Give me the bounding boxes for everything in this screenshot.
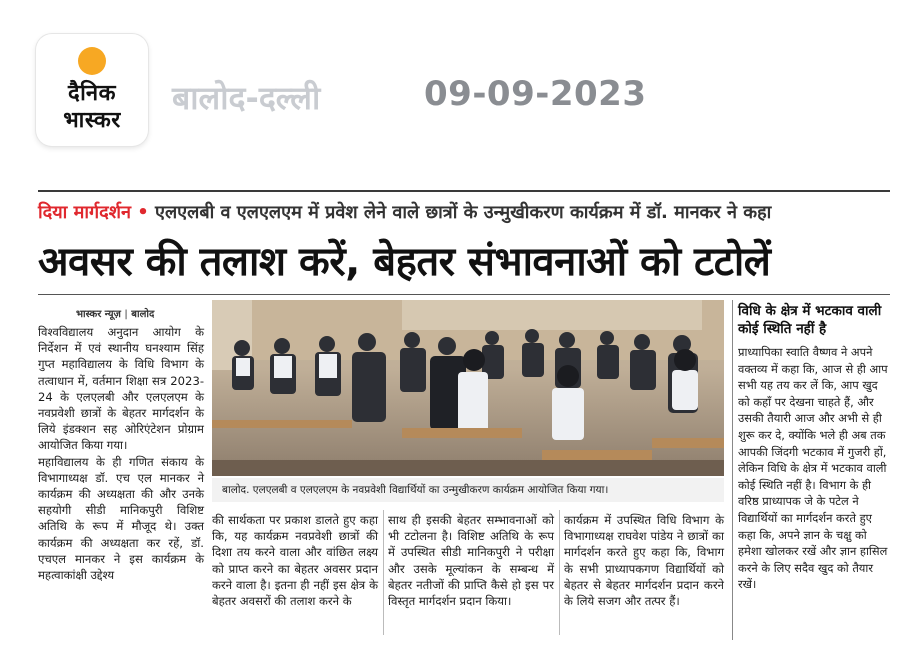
column-1-para-2: महाविद्यालय के ही गणित संकाय के विभागाध्यक्ष डॉ. एच एल मानकर ने कार्यक्रम की अध्यक्षता की और उनके सहयोगी सीडी मानिकपुरी विशिष्ट अतिथि के रूप में मौजूद थे। उक्त कार्यक्रम की अध्यक्षता कर रहें, डॉ. एचएल मानकर ने इस कार्यक्रम के महत्वाकांक्षी उद्देश्य <box>38 454 204 583</box>
kicker-tag: दिया मार्गदर्शन <box>38 202 131 223</box>
headline-rule <box>38 294 890 295</box>
sidebar-heading: विधि के क्षेत्र में भटकाव वाली कोई स्थिति नहीं है <box>738 303 882 337</box>
headline: अवसर की तलाश करें, बेहतर संभावनाओं को टटोलें <box>38 239 771 285</box>
column-4: कार्यक्रम में उपस्थित विधि विभाग के विभागाध्यक्ष राघवेश पांडेय ने छात्रों का मार्गदर्शन करते हुए कहा कि, विभाग के सभी प्राध्यापकगण विद्यार्थियों को बेहतर से बेहतर मार्गदर्शन प्रदान करने के लिये सजग और तत्पर हैं। <box>564 513 724 609</box>
classroom-photo-illustration <box>212 300 724 476</box>
column-2: की सार्थकता पर प्रकाश डालते हुए कहा कि, यह कार्यक्रम नवप्रवेशी छात्रों की दिशा तय करने वाला और वांछित लक्ष्य को प्राप्त करने का बेहतर अवसर प्रदान करने वाला है। इतना ही नहीं इस क्षेत्र के बेहतर अवसरों की तलाश करने के <box>212 513 378 609</box>
byline <box>76 306 154 320</box>
article-photo <box>212 300 724 476</box>
column-3: साथ ही इसकी बेहतर सम्भावनाओं को भी टटोलना है। विशिष्ट अतिथि के रूप में उपस्थित सीडी मानिकपुरी ने परीक्षा और उसके मूल्यांकन के सम्बन्ध में बेहतर नतीजों की प्राप्ति कैसे हो इस पर विस्तृत मार्गदर्शन प्रदान किया। <box>388 513 554 609</box>
dainik-bhaskar-logo <box>36 34 148 146</box>
logo-text-line1: दैनिक <box>68 81 116 106</box>
column-1-para-1: विश्वविद्यालय अनुदान आयोग के निर्देशन में एवं स्थानीय घनश्याम सिंह गुप्त महाविद्यालय के विधि विभाग के तत्वाधान में, वर्तमान शिक्षा सत्र 2023-24 के एलएलबी और एलएलएम के नवप्रवेशी छात्रों के बेहतर मार्गदर्शन के लिये इंडक्शन सह ओरिएंटेशन प्रोग्राम आयोजित किया गया। <box>38 325 204 453</box>
kicker-bullet: • <box>137 202 149 223</box>
edition-date: 09-09-2023 <box>424 74 647 114</box>
news-clipping <box>38 190 890 640</box>
byline-separator: | <box>124 309 128 320</box>
photo-caption: बालोद. एलएलबी व एलएलएम के नवप्रवेशी विद्यार्थियों का उन्मुखीकरण कार्यक्रम आयोजित किया गया। <box>212 478 724 502</box>
column-divider-2 <box>383 510 384 635</box>
edition-name: बालोद-दल्ली <box>172 79 321 117</box>
column-divider-3 <box>559 510 560 635</box>
sidebar-divider <box>732 300 733 640</box>
top-rule <box>38 190 890 192</box>
logo-text-line2: भास्कर <box>63 108 121 133</box>
column-1 <box>38 324 204 583</box>
sidebar-body: प्राध्यापिका स्वाति वैष्णव ने अपने वक्तव्य में कहा कि, आज से ही आप सभी यह तय कर लें कि, आप खुद को कहाँ पर देखना चाहते हैं, और उसकी तैयारी आज और अभी से ही शुरू कर दे, क्योंकि भले ही अब तक आपकी जिंदगी भटकाव में गुजरी हों, लेकिन विधि के क्षेत्र में भटकाव वाली कोई स्थिति नहीं है। विभाग के ही वरिष्ठ प्राध्यापक जे के पटेल ने विद्यार्थियों का मार्गदर्शन करते हुए कहा कि, अपने ज्ञान के चक्षु को हमेशा खोलकर रखें और ज्ञान हासिल करने के लिए सदैव खुद को तैयार रखें। <box>738 345 888 592</box>
kicker <box>38 200 771 224</box>
kicker-text: एलएलबी व एलएलएम में प्रवेश लेने वाले छात्रों के उन्मुखीकरण कार्यक्रम में डॉ. मानकर ने कहा <box>155 202 772 223</box>
logo-sun-icon <box>78 47 106 75</box>
byline-place: बालोद <box>131 309 155 320</box>
byline-source: भास्कर न्यूज़ <box>76 309 121 320</box>
